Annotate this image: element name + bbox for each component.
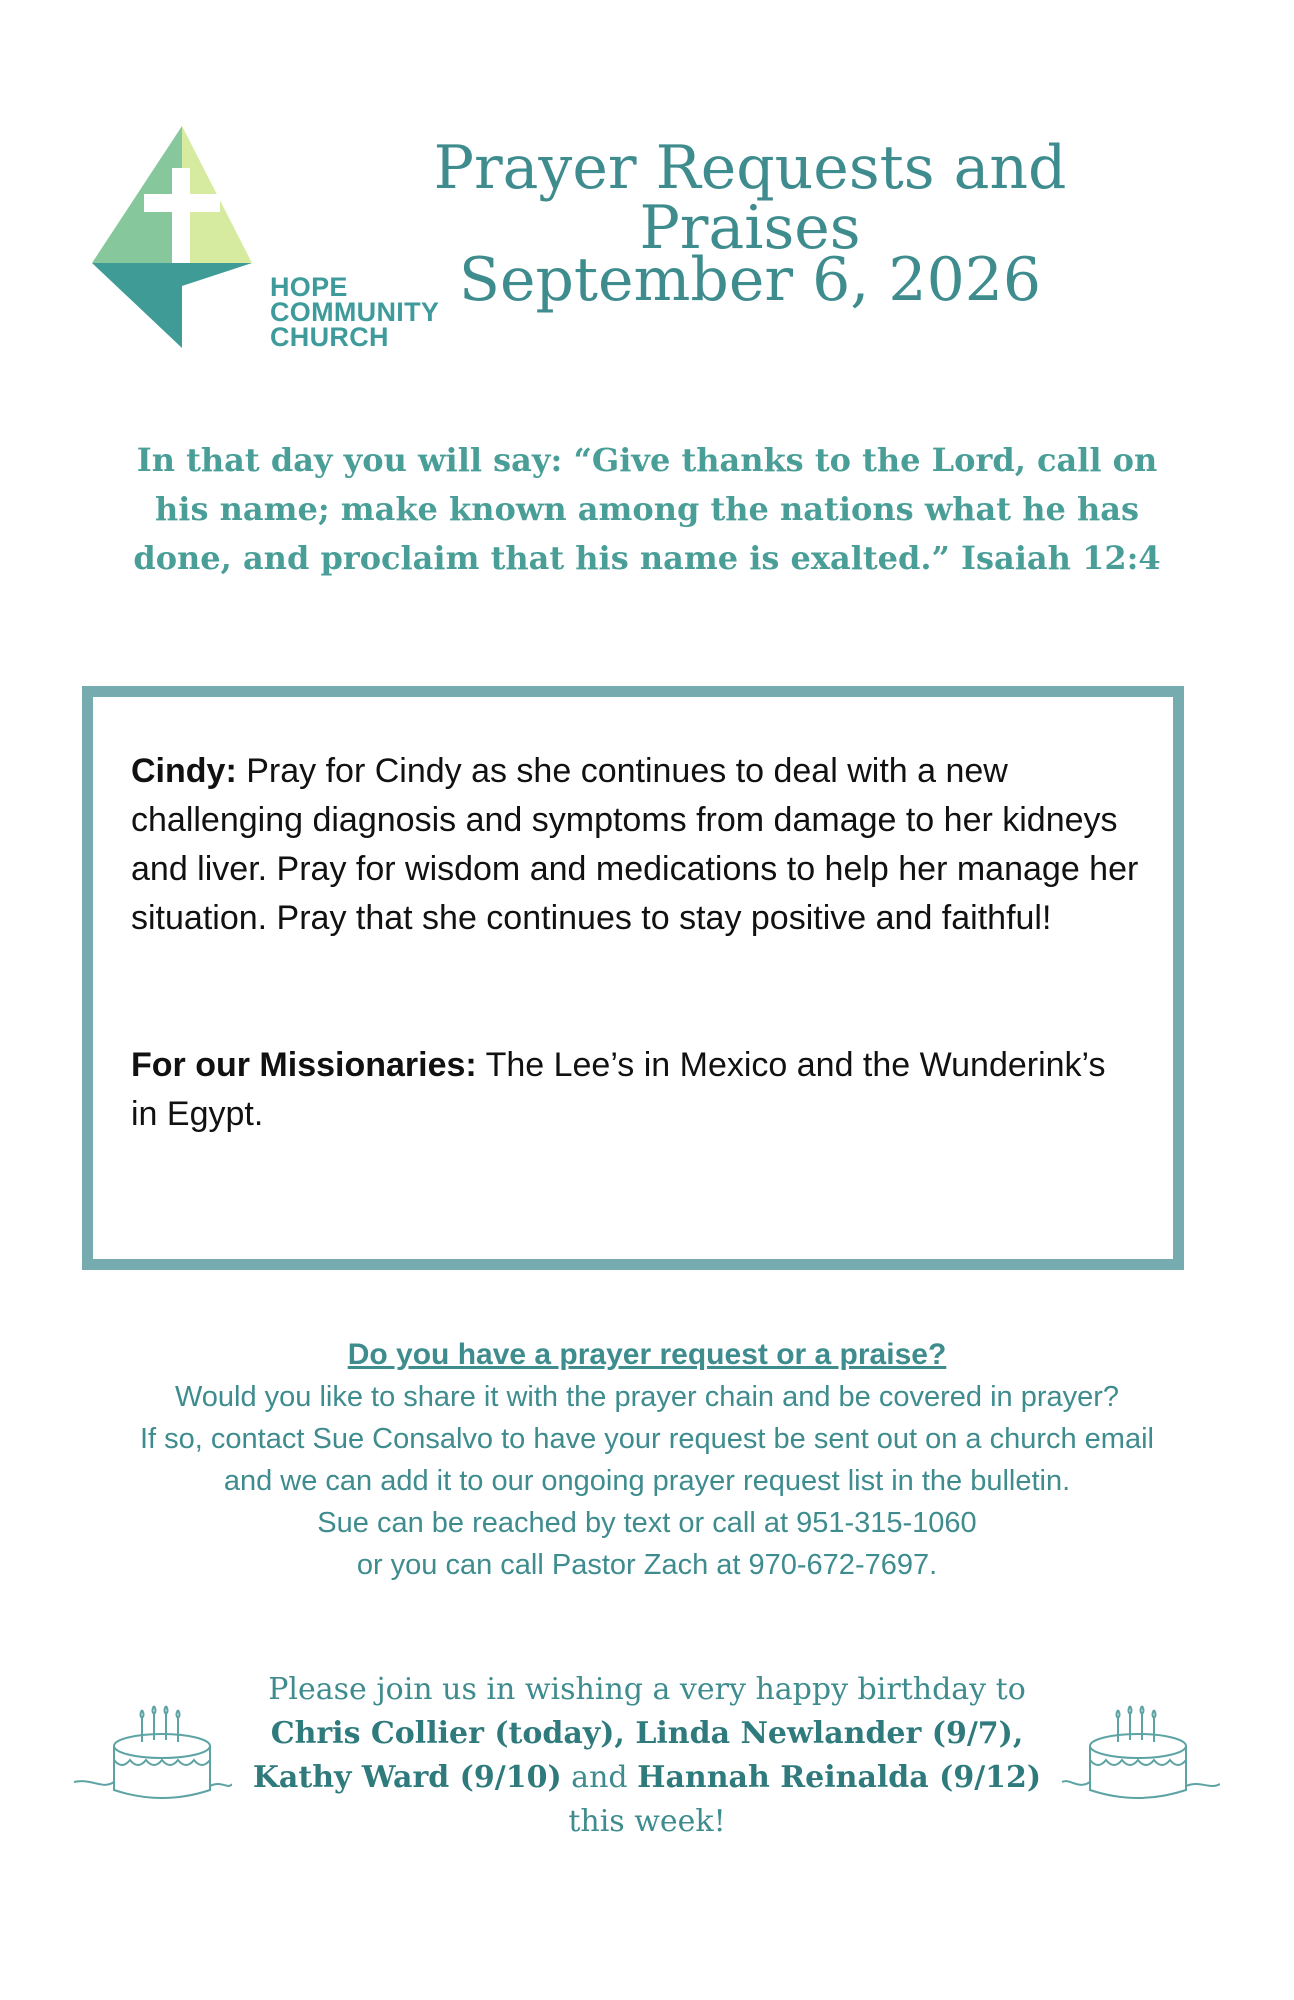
birthday-name: Hannah Reinalda (9/12): [637, 1760, 1042, 1795]
contact-heading: Do you have a prayer request or a praise?: [347, 1338, 947, 1371]
logo-diamond-icon: [92, 126, 272, 352]
birthday-names-line2: [230, 1756, 1064, 1800]
birthday-cake-icon: [72, 1690, 232, 1810]
prayer-request-cindy: [131, 747, 1141, 943]
page-date: September 6, 2026: [458, 245, 1042, 315]
birthday-name: Kathy Ward (9/10): [252, 1760, 562, 1795]
page-title: Prayer Requests and Praises: [433, 133, 1067, 263]
birthday-outro: this week!: [568, 1804, 726, 1839]
birthday-conjunction: and: [561, 1760, 638, 1795]
contact-line: or you can call Pastor Zach at 970-672-7697.: [356, 1549, 938, 1581]
request-text: The Lee’s in Mexico and the Wunderink’s in Egypt.: [131, 1046, 1106, 1133]
request-text: Pray for Cindy as she continues to deal with a new challenging diagnosis and symptoms from damage to her kidneys and liver. Pray for wisdom and medications to help her manage her situation. Pray that she continues to stay positive and faithful!: [131, 752, 1139, 937]
church-logo: [92, 126, 440, 352]
contact-line: If so, contact Sue Consalvo to have your request be sent out on a church email: [140, 1423, 1154, 1455]
contact-line: and we can add it to our ongoing prayer request list in the bulletin.: [223, 1465, 1071, 1497]
contact-line: Sue can be reached by text or call at 951-315-1060: [317, 1507, 977, 1539]
birthday-cake-icon: [1060, 1690, 1220, 1810]
request-label: For our Missionaries:: [131, 1046, 477, 1084]
birthday-names-line1: Chris Collier (today), Linda Newlander (9/7),: [270, 1716, 1024, 1751]
birthday-intro: Please join us in wishing a very happy birthday to: [268, 1672, 1026, 1707]
prayer-requests-box: [82, 686, 1184, 1270]
scripture-verse: In that day you will say: “Give thanks to the Lord, call on his name; make known among the nations what he has done, and proclaim that his name is exalted.” Isaiah 12:4: [133, 441, 1161, 577]
contact-section: [100, 1334, 1194, 1586]
contact-line: Would you like to share it with the prayer chain and be covered in prayer?: [174, 1381, 1120, 1413]
prayer-request-missionaries: [131, 1041, 1141, 1139]
request-label: Cindy:: [131, 752, 237, 790]
logo-text-community: COMMUNITY: [270, 297, 440, 327]
logo-text-hope: HOPE: [270, 272, 348, 302]
logo-text-church: CHURCH: [270, 322, 389, 352]
birthday-section: [230, 1668, 1064, 1844]
